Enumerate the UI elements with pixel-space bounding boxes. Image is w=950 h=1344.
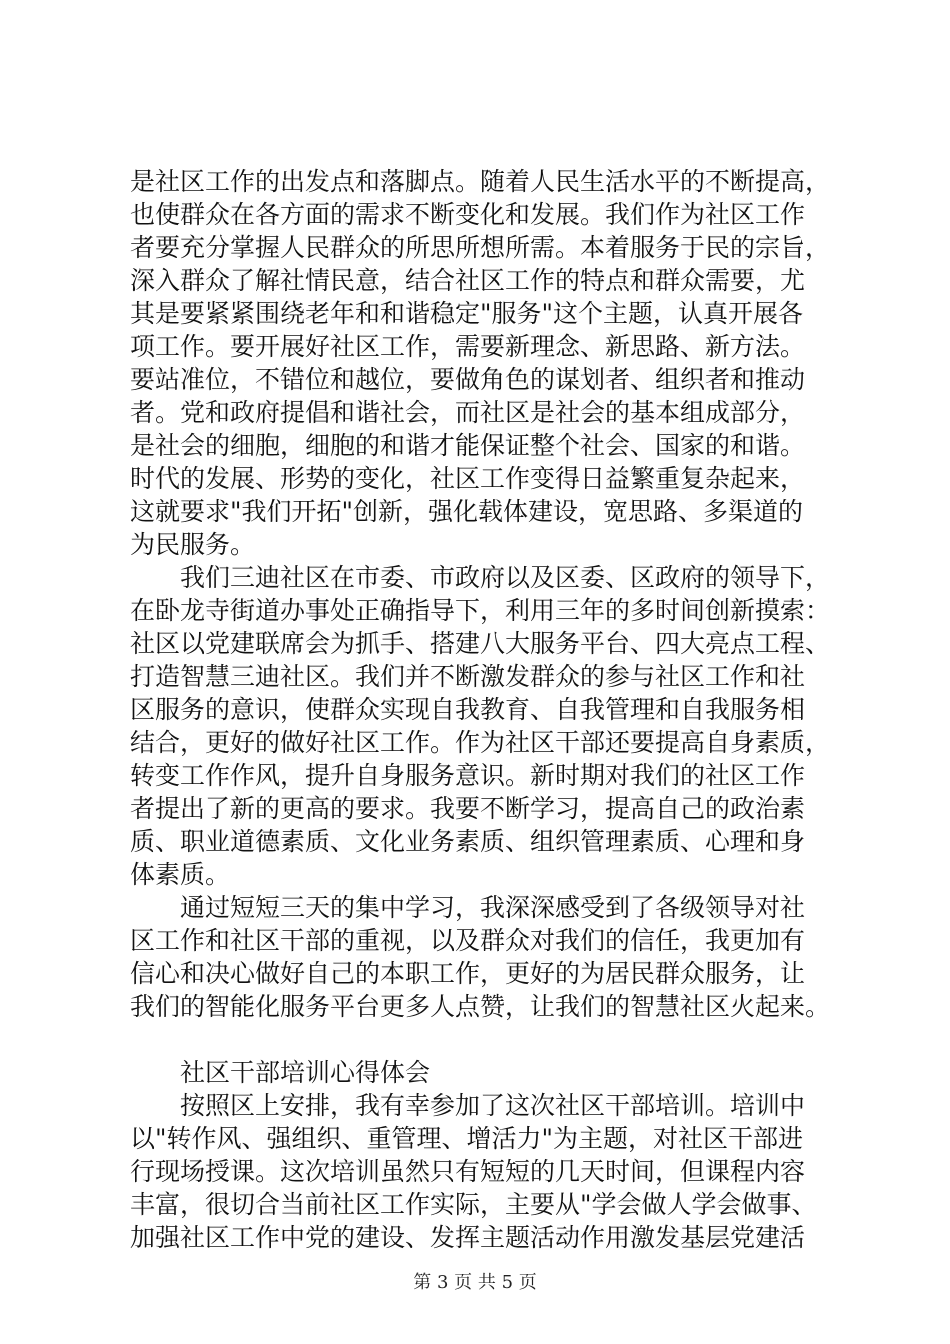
paragraph-start-line: 我们三迪社区在市委、市政府以及区委、区政府的领导下， (180, 563, 831, 592)
text-line: 信心和决心做好自己的本职工作，更好的为居民群众服务，让 (130, 959, 806, 988)
text-line: 其是要紧紧围绕老年和和谐稳定"服务"这个主题，认真开展各 (130, 299, 804, 328)
text-line: 者要充分掌握人民群众的所思所想所需。本着服务于民的宗旨， (130, 233, 831, 262)
text-line: 这就要求"我们开拓"创新，强化载体建设，宽思路、多渠道的 (130, 497, 804, 526)
page-number-footer: 第 3 页 共 5 页 (413, 1272, 537, 1293)
text-line: 在卧龙寺街道办事处正确指导下，利用三年的多时间创新摸索： (130, 596, 831, 625)
text-line: 也使群众在各方面的需求不断变化和发展。我们作为社区工作 (130, 200, 806, 229)
text-line: 以"转作风、强组织、重管理、增活力"为主题，对社区干部进 (130, 1124, 804, 1153)
blank-line (130, 1023, 850, 1056)
text-line: 项工作。要开展好社区工作，需要新理念、新思路、新方法。 (130, 332, 806, 361)
text-line: 体素质。 (130, 860, 231, 889)
text-line: 社区以党建联席会为抓手、搭建八大服务平台、四大亮点工程、 (130, 629, 831, 658)
text-line: 质、职业道德素质、文化业务素质、组织管理素质、心理和身 (130, 827, 806, 856)
text-line: 我们的智能化服务平台更多人点赞，让我们的智慧社区火起来。 (130, 992, 831, 1021)
paragraph-start-line: 通过短短三天的集中学习，我深深感受到了各级领导对社 (180, 893, 806, 922)
text-line: 结合，更好的做好社区工作。作为社区干部还要提高自身素质， (130, 728, 831, 757)
text-line: 者。党和政府提倡和谐社会，而社区是社会的基本组成部分， (130, 398, 806, 427)
text-line: 区工作和社区干部的重视，以及群众对我们的信任，我更加有 (130, 926, 806, 955)
section-title: 社区干部培训心得体会 (180, 1058, 431, 1087)
text-line: 转变工作作风，提升自身服务意识。新时期对我们的社区工作 (130, 761, 806, 790)
text-line: 要站准位，不错位和越位，要做角色的谋划者、组织者和推动 (130, 365, 806, 394)
text-line: 者提出了新的更高的要求。我要不断学习，提高自己的政治素 (130, 794, 806, 823)
text-line: 深入群众了解社情民意，结合社区工作的特点和群众需要，尤 (130, 266, 806, 295)
text-line: 是社区工作的出发点和落脚点。随着人民生活水平的不断提高， (130, 167, 831, 196)
paragraph-start-line: 按照区上安排，我有幸参加了这次社区干部培训。培训中 (180, 1091, 806, 1120)
text-line: 时代的发展、形势的变化，社区工作变得日益繁重复杂起来， (130, 464, 806, 493)
document-body (130, 165, 850, 1254)
text-line: 丰富，很切合当前社区工作实际，主要从"学会做人学会做事、 (130, 1190, 817, 1219)
text-line: 加强社区工作中党的建设、发挥主题活动作用激发基层党建活 (130, 1223, 806, 1252)
text-line: 是社会的细胞，细胞的和谐才能保证整个社会、国家的和谐。 (130, 431, 806, 460)
text-line: 打造智慧三迪社区。我们并不断激发群众的参与社区工作和社 (130, 662, 806, 691)
text-line: 为民服务。 (130, 530, 256, 559)
text-line: 区服务的意识，使群众实现自我教育、自我管理和自我服务相 (130, 695, 806, 724)
text-line: 行现场授课。这次培训虽然只有短短的几天时间，但课程内容 (130, 1157, 806, 1186)
